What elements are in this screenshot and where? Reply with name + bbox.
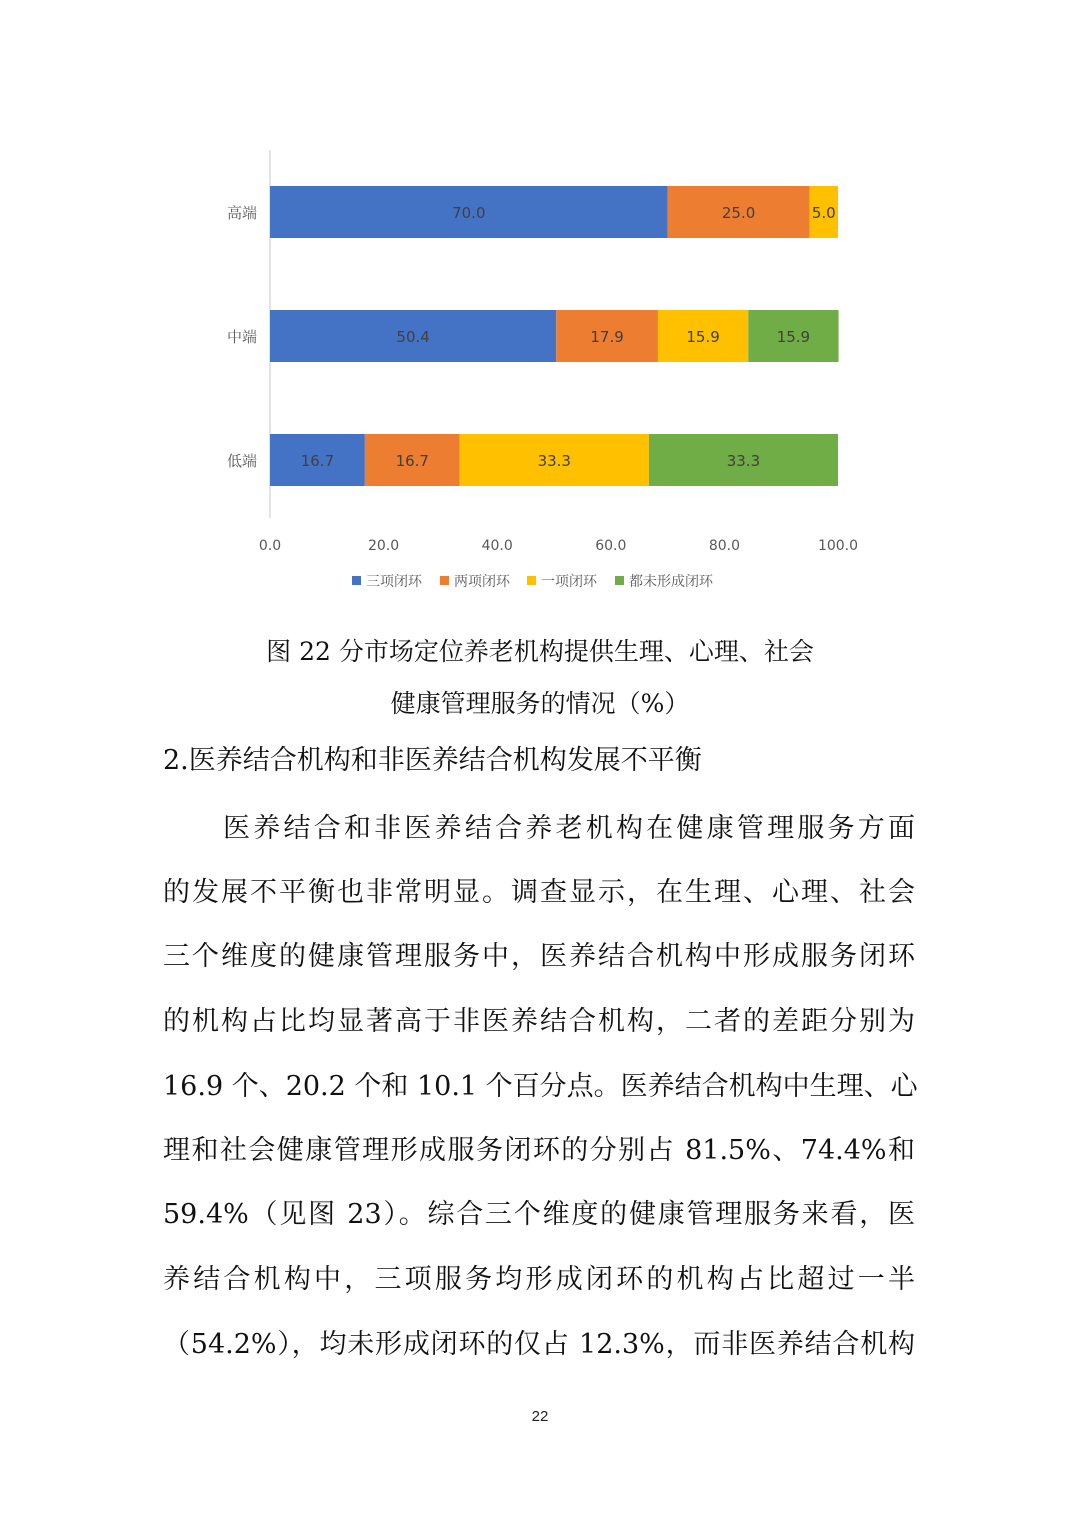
category-label: 高端: [226, 204, 257, 222]
data-label: 17.9: [590, 328, 624, 346]
category-label: 中端: [226, 328, 257, 346]
data-label: 5.0: [811, 204, 836, 222]
body-line: （54.2%），均未形成闭环的仅占 12.3%，而非医养结合机构: [163, 1329, 915, 1360]
section-heading: 2.医养结合机构和非医养结合机构发展不平衡: [163, 745, 702, 776]
legend-swatch: [440, 576, 449, 585]
body-line: 59.4%（见图 23）。综合三个维度的健康管理服务来看，医: [163, 1199, 915, 1230]
data-label: 16.7: [300, 452, 335, 470]
body-line: 的机构占比均显著高于非医养结合机构，二者的差距分别为: [163, 1006, 915, 1037]
data-label: 16.7: [395, 452, 429, 470]
x-tick-label: 100.0: [817, 538, 859, 554]
body-line: 医养结合和非医养结合养老机构在健康管理服务方面: [223, 813, 915, 844]
body-line: 理和社会健康管理形成服务闭环的分别占 81.5%、74.4%和: [163, 1135, 915, 1166]
legend-swatch: [352, 576, 361, 585]
legend-swatch: [615, 576, 624, 585]
figure-caption-line-1: 图 22 分市场定位养老机构提供生理、心理、社会: [266, 637, 814, 666]
category-label: 低端: [226, 452, 257, 470]
data-label: 25.0: [721, 204, 756, 222]
figure-caption-line-2: 健康管理服务的情况（%）: [390, 689, 690, 718]
stacked-bar-chart: [0, 0, 1080, 610]
legend-label: 一项闭环: [541, 574, 597, 590]
data-label: 33.3: [726, 452, 761, 470]
body-line: 16.9 个、20.2 个和 10.1 个百分点。医养结合机构中生理、心: [163, 1071, 918, 1102]
data-label: 50.4: [396, 328, 430, 346]
x-tick-label: 20.0: [368, 538, 400, 554]
data-label: 15.9: [776, 328, 811, 346]
x-tick-label: 0.0: [258, 538, 282, 554]
legend-label: 两项闭环: [454, 574, 510, 590]
data-label: 70.0: [452, 204, 486, 222]
legend-label: 三项闭环: [366, 574, 422, 590]
legend-swatch: [527, 576, 536, 585]
x-tick-label: 80.0: [708, 538, 740, 554]
x-tick-label: 60.0: [595, 538, 627, 554]
body-line: 养结合机构中，三项服务均形成闭环的机构占比超过一半: [163, 1264, 915, 1295]
body-line: 的发展不平衡也非常明显。调查显示，在生理、心理、社会: [163, 877, 915, 908]
body-line: 三个维度的健康管理服务中，医养结合机构中形成服务闭环: [163, 941, 915, 972]
page-number: 22: [531, 1408, 549, 1425]
data-label: 15.9: [686, 328, 720, 346]
legend-label: 都未形成闭环: [629, 574, 713, 590]
x-tick-label: 40.0: [481, 538, 513, 554]
data-label: 33.3: [537, 452, 571, 470]
